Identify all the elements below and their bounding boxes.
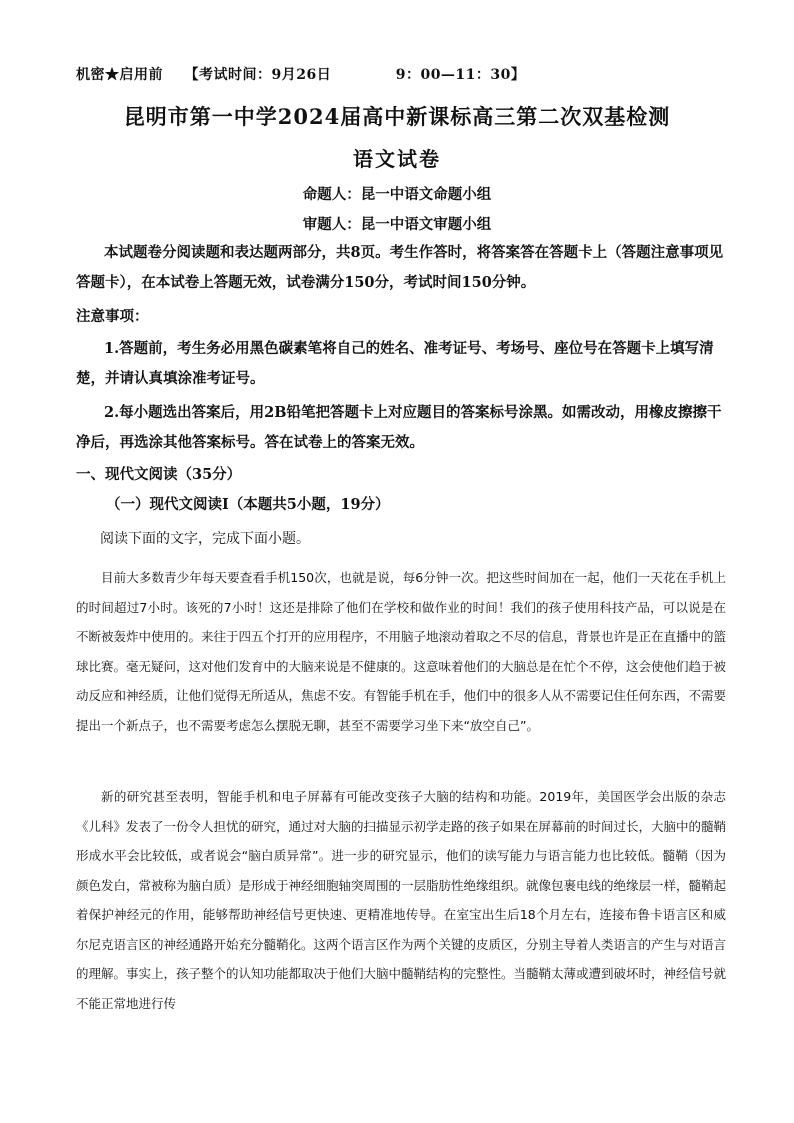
- section-heading: 一、现代文阅读（35分）: [76, 466, 242, 483]
- confidential-label: 机密★启用前: [76, 67, 163, 83]
- intro-paragraph: 本试题卷分阅读题和表达题两部分，共8页。考生作答时，将答案答在答题卡上（答题注意事项见答题卡），在本试卷上答题无效，试卷满分150分，考试时间150分钟。: [76, 244, 724, 291]
- note-item: 2.每小题选出答案后，用2B铅笔把答题卡上对应题目的答案标号涂黑。如需改动，用橡皮擦擦干净后，再选涂其他答案标号。答在试卷上的答案无效。: [76, 404, 722, 451]
- question-setter: 命题人：昆一中语文命题小组: [302, 186, 492, 203]
- subject-title: 语文试卷: [353, 147, 441, 171]
- reading-instruction: 阅读下面的文字，完成下面小题。: [100, 531, 310, 547]
- question-reviewer: 审题人：昆一中语文审题小组: [302, 216, 492, 233]
- passage-paragraph: 新的研究甚至表明，智能手机和电子屏幕有可能改变孩子大脑的结构和功能。2019年，美国医学会出版的杂志《儿科》发表了一份令人担忧的研究，通过对大脑的扫描显示初学走路的孩子如果在屏幕前的时间过长，大脑中的髓鞘形成水平会比较低，或者说会“脑白质异常”。进一步的研究显示，他们的读写能力与语言能力也比较低。髓鞘（因为颜色发白，常被称为脑白质）是形成于神经细胞轴突周围的一层脂肪性绝缘组织。就像包裹电线的绝缘层一样，髓鞘起着保护神经元的作用，能够帮助神经信号更快速、更精准地传导。在室宝出生后18个月左右，连接布鲁卡语言区和威尔尼克语言区的神经通路开始充分髓鞘化。这两个语言区作为两个关键的皮质区，分别主导着人类语言的产生与对语言的理解。事实上，孩子整个的认知功能都取决于他们大脑中髓鞘结构的完整性。当髓鞘太薄或遭到破坏时，神经信号就不能正常地进行传: [76, 789, 727, 1011]
- passage-paragraph: 目前大多数青少年每天要查看手机150次，也就是说，每6分钟一次。把这些时间加在一起，他们一天花在手机上的时间超过7小时。该死的7小时！这还是排除了他们在学校和做作业的时间！我们的孩子使用科技产品，可以说是在不断被轰炸中使用的。来往于四五个打开的应用程序，不用脑子地滚动着取之不尽的信息，背景也许是正在直播中的篮球比赛。毫无疑问，这对他们发育中的大脑来说是不健康的。这意味着他们的大脑总是在忙个不停，这会使他们趋于被动反应和神经质，让他们觉得无所适从，焦虑不安。有智能手机在手，他们中的很多人从不需要记住任何东西，不需要提出一个新点子，也不需要考虑怎么摆脱无聊，甚至不需要学习坐下来“放空自己”。: [76, 570, 727, 733]
- subsection-heading: （一）现代文阅读Ⅰ（本题共5小题，19分）: [106, 496, 390, 513]
- note-item: 1.答题前，考生务必用黑色碳素笔将自己的姓名、准考证号、考场号、座位号在答题卡上填写清楚，并请认真填涂准考证号。: [76, 340, 714, 387]
- exam-title: 昆明市第一中学2024届高中新课标高三第二次双基检测: [123, 104, 671, 129]
- notes-heading: 注意事项：: [76, 308, 149, 325]
- header-line: [76, 64, 525, 84]
- exam-time: 【考试时间：9月26日 9：00—11：30】: [184, 67, 526, 83]
